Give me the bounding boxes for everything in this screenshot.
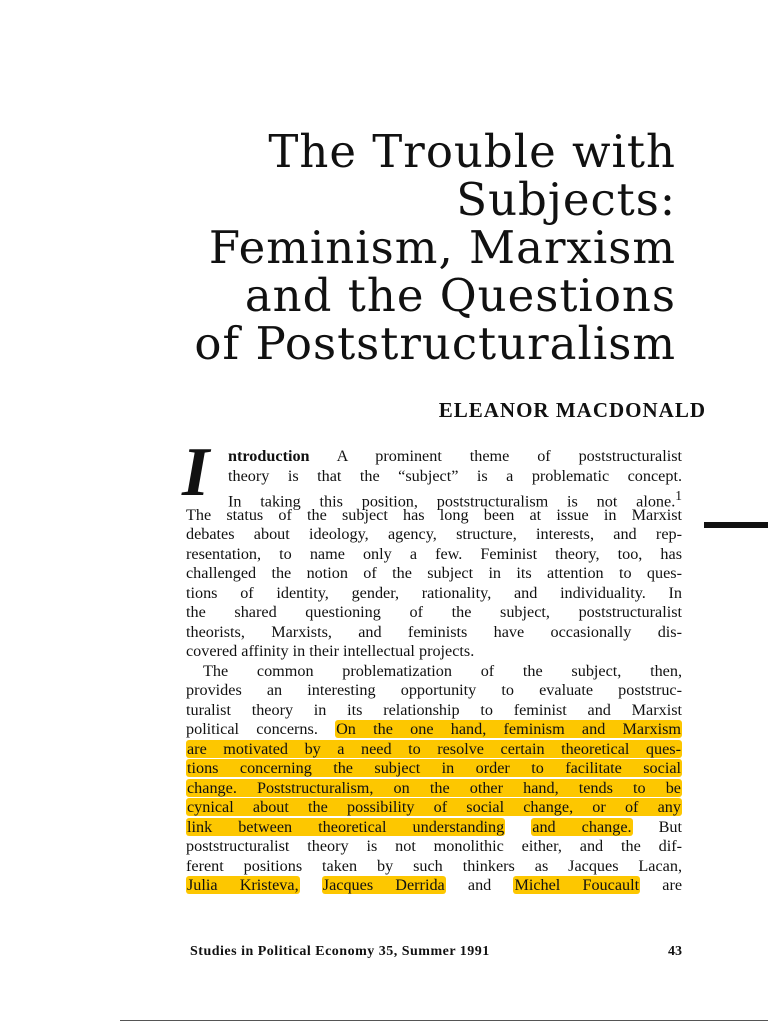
text-line: political concerns. On the one hand, feminism and Marxism <box>186 720 681 738</box>
text-line: poststructuralist theory is not monolithic either, and the dif- <box>186 837 682 855</box>
highlight: tions concerning the subject in order to facilitate social <box>187 759 681 777</box>
footnote-marker: 1 <box>675 488 682 503</box>
highlight: are motivated by a need to resolve certain theoretical ques- <box>187 739 681 758</box>
highlight: change. Poststructuralism, on the other hand, tends to be <box>187 778 681 797</box>
author-name: ELEANOR MACDONALD <box>438 398 706 422</box>
text-line: resentation, to name only a few. Feminist theory, too, has <box>186 544 682 563</box>
text-line: theory is that the “subject” is a problematic concept. <box>228 466 682 485</box>
highlight: On the one hand, feminism and Marxism <box>336 720 681 738</box>
margin-mark <box>704 522 768 528</box>
text-line: challenged the notion of the subject in its attention to ques- <box>186 564 682 582</box>
title-line: and the Questions <box>244 269 676 322</box>
text-line: turalist theory in its relationship to feminist and Marxist <box>186 700 682 719</box>
body-text <box>186 447 682 896</box>
highlight: and change. <box>532 817 632 836</box>
text-line: covered affinity in their intellectual projects. <box>186 642 475 660</box>
text-line: link between theoretical understanding and change. But <box>187 817 683 836</box>
highlight: Jacques Derrida <box>322 876 445 894</box>
title-line: The Trouble with <box>268 125 676 178</box>
highlight: Julia Kristeva, <box>187 876 299 894</box>
drop-cap: I <box>182 434 210 511</box>
title-line: of Poststructuralism <box>194 317 676 370</box>
title-line: Feminism, Marxism <box>208 221 676 274</box>
text-line: provides an interesting opportunity to evaluate poststruc- <box>186 681 682 699</box>
text-line <box>186 779 682 799</box>
article-title <box>156 125 676 370</box>
text-line: the shared questioning of the subject, poststructuralist <box>186 603 682 621</box>
text-line <box>186 759 682 779</box>
text-line <box>186 798 682 818</box>
highlight: Michel Foucault <box>514 876 640 894</box>
text-line: The status of the subject has long been at issue in Marxist <box>186 505 682 524</box>
text-line: ferent positions taken by such thinkers as Jacques Lacan, <box>186 856 682 875</box>
text-line: The common problematization of the subject, then, <box>203 661 682 680</box>
text-line: ntroduction A prominent theme of poststructuralist <box>228 447 682 465</box>
page-number: 43 <box>668 944 682 959</box>
text-line <box>186 740 682 760</box>
journal-citation: Studies in Political Economy 35, Summer 1991 <box>190 944 490 959</box>
text-line: theorists, Marxists, and feminists have occasionally dis- <box>186 622 682 641</box>
bottom-divider <box>120 1020 768 1021</box>
highlight: cynical about the possibility of social change, or of any <box>187 798 681 816</box>
title-line: Subjects: <box>456 173 676 226</box>
highlight: link between theoretical understanding <box>187 817 505 836</box>
text-line: In taking this position, poststructuralism is not alone.$^1$ <box>228 488 682 511</box>
text-line: debates about ideology, agency, structure, interests, and rep- <box>186 525 682 543</box>
text-line: Julia Kristeva, Jacques Derrida and Michel Foucault are <box>187 876 683 894</box>
text-line: tions of identity, gender, rationality, and individuality. In <box>186 583 682 602</box>
